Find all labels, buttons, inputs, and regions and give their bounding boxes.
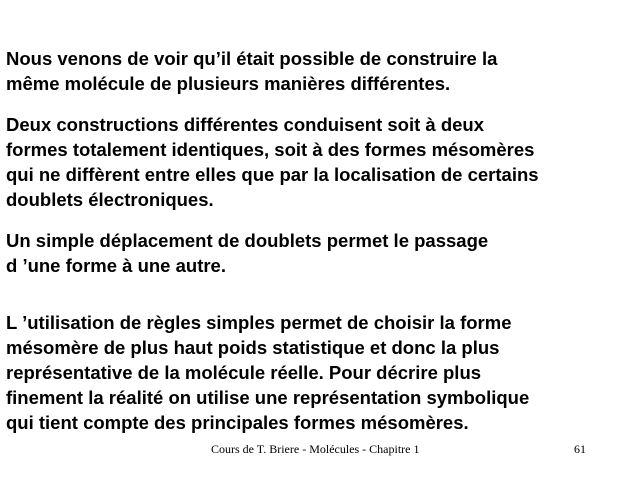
paragraph-different-constructions: Deux constructions différentes conduisent soit à deux formes totalement identiques, soit à des formes mésomères qui ne diffèrent entre elles que par la localisation de certains doublets électroniques.: [6, 114, 539, 210]
paragraph-doublet-displacement: Un simple déplacement de doublets permet le passage d ’une forme à une autre.: [6, 230, 489, 276]
paragraph-mesomerism-intro: Nous venons de voir qu’il était possible de construire la même molécule de plusieurs manières différentes.: [6, 48, 498, 94]
paragraph-simple-rules: L ’utilisation de règles simples permet de choisir la forme mésomère de plus haut poids statistique et donc la plus représentative de la molécule réelle. Pour décrire plus finement la réalité on utilise une représentation symbolique qui tient compte des principales formes mésomères.: [6, 312, 530, 433]
footer-page-number: 61: [574, 442, 586, 456]
footer-course-credit: Cours de T. Briere - Molécules - Chapitre 1: [211, 442, 420, 456]
